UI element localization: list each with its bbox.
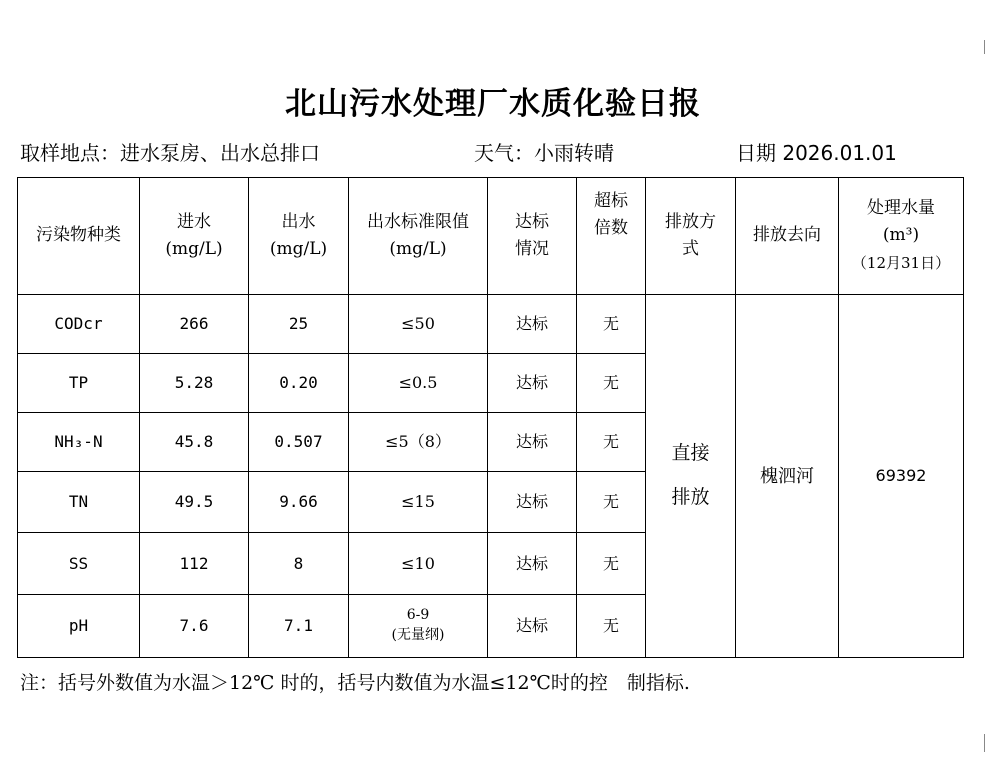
table-row [18,295,964,354]
influent-cell: 7.6 [140,595,249,658]
header-status: 达标 情况 [488,178,577,295]
effluent-cell: 0.507 [249,413,349,472]
effluent-cell: 25 [249,295,349,354]
header-limit: 出水标准限值 (mg/L) [349,178,488,295]
header-method: 排放方 式 [646,178,736,295]
exceed-cell: 无 [577,533,646,595]
pollutant-cell: TN [18,472,140,533]
status-cell: 达标 [488,472,577,533]
pollutant-cell: pH [18,595,140,658]
header-pollutant: 污染物种类 [18,178,140,295]
effluent-cell: 9.66 [249,472,349,533]
pollutant-cell: NH₃-N [18,413,140,472]
status-cell: 达标 [488,295,577,354]
header-direction: 排放去向 [736,178,839,295]
pollutant-cell: CODcr [18,295,140,354]
influent-cell: 49.5 [140,472,249,533]
exceed-cell: 无 [577,354,646,413]
page-corner-mark [984,40,985,54]
page-corner-mark [984,734,985,752]
discharge-direction-cell: 槐泗河 [736,295,839,658]
report-date: 日期 2026.01.01 [736,141,897,165]
influent-cell: 112 [140,533,249,595]
report-title: 北山污水处理厂水质化验日报 [285,86,701,122]
limit-cell: ≤0.5 [349,354,488,413]
status-cell: 达标 [488,413,577,472]
water-quality-table [17,177,964,658]
header-influent: 进水 (mg/L) [140,178,249,295]
pollutant-cell: SS [18,533,140,595]
limit-cell: ≤10 [349,533,488,595]
effluent-cell: 7.1 [249,595,349,658]
exceed-cell: 无 [577,295,646,354]
status-cell: 达标 [488,533,577,595]
effluent-cell: 0.20 [249,354,349,413]
limit-cell: ≤15 [349,472,488,533]
status-cell: 达标 [488,354,577,413]
influent-cell: 5.28 [140,354,249,413]
discharge-method-cell: 直接 排放 [646,295,736,658]
table-header-row [18,178,964,295]
effluent-cell: 8 [249,533,349,595]
influent-cell: 266 [140,295,249,354]
weather: 天气：小雨转晴 [474,141,614,165]
exceed-cell: 无 [577,595,646,658]
limit-cell: 6-9 (无量纲) [349,595,488,658]
pollutant-cell: TP [18,354,140,413]
sampling-location: 取样地点：进水泵房、出水总排口 [20,141,320,165]
status-cell: 达标 [488,595,577,658]
treated-volume-cell: 69392 [839,295,964,658]
limit-cell: ≤5（8） [349,413,488,472]
header-volume: 处理水量 (m³) （12月31日） [839,178,964,295]
footnote: 注：括号外数值为水温＞12℃ 时的，括号内数值为水温≤12℃时的控 制指标. [20,672,690,694]
exceed-cell: 无 [577,413,646,472]
limit-cell: ≤50 [349,295,488,354]
exceed-cell: 无 [577,472,646,533]
influent-cell: 45.8 [140,413,249,472]
header-exceed: 超标 倍数 [577,178,646,295]
header-effluent: 出水 (mg/L) [249,178,349,295]
